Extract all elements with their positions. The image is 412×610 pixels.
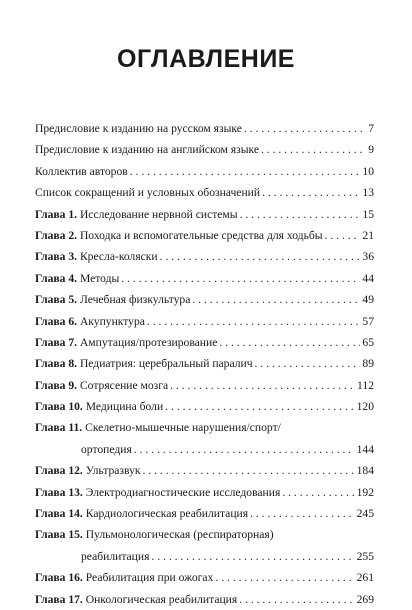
toc-chapter-number: Глава 10.	[35, 400, 83, 414]
toc-entry-title: Электродиагностические исследования	[85, 485, 281, 499]
toc-page-number: 10	[362, 164, 374, 178]
toc-chapter-number: Глава 12.	[35, 464, 83, 478]
dot-leader	[244, 118, 366, 139]
toc-page-number: 245	[356, 507, 374, 521]
toc-entry	[35, 482, 374, 503]
toc-entry	[35, 289, 374, 310]
toc-chapter-number: Глава 8.	[35, 357, 78, 371]
toc-entry-title: Список сокращений и условных обозначений	[35, 186, 261, 200]
toc-entry	[35, 503, 374, 524]
toc-page-number: 120	[356, 400, 374, 414]
dot-leader	[192, 289, 360, 310]
toc-entry	[35, 225, 374, 246]
toc-chapter-number: Глава 2.	[35, 228, 78, 242]
toc-entry	[35, 524, 374, 567]
toc-entry-title: Походка и вспомогательные средства для ходьбы	[79, 228, 323, 242]
dot-leader	[134, 439, 355, 460]
toc-entry	[35, 417, 374, 460]
toc-chapter-number: Глава 11.	[35, 421, 83, 435]
toc-chapter-number: Глава 13.	[35, 485, 83, 499]
toc-entry-title-continued: ортопедия	[81, 442, 132, 456]
toc-page-number: 192	[356, 485, 374, 499]
toc-entry-title: Скелетно-мышечные нарушения/спорт/	[85, 421, 281, 435]
toc-entry	[35, 460, 374, 481]
toc-page-number: 49	[362, 293, 374, 307]
toc-page-number: 36	[362, 250, 374, 264]
toc-entry	[35, 204, 374, 225]
toc-chapter-number: Глава 6.	[35, 314, 78, 328]
toc-chapter-number: Глава 14.	[35, 507, 83, 521]
dot-leader	[240, 204, 361, 225]
toc-chapter-number: Глава 7.	[35, 335, 78, 349]
toc-chapter-number: Глава 3.	[35, 250, 78, 264]
toc-entry-title: Акупунктура	[79, 314, 145, 328]
toc-chapter-number: Глава 1.	[35, 207, 78, 221]
page-title: ОГЛАВЛЕНИЕ	[117, 45, 295, 73]
toc-chapter-number: Глава 4.	[35, 271, 78, 285]
toc-chapter-number: Глава 9.	[35, 378, 78, 392]
toc-page-number: 261	[356, 571, 374, 585]
toc-entry-title: Кардиологическая реабилитация	[85, 507, 249, 521]
toc-chapter-number: Глава 5.	[35, 293, 78, 307]
dot-leader	[262, 182, 360, 203]
toc-page-number: 184	[356, 464, 374, 478]
toc-entry-title: Лечебная физкультура	[79, 293, 191, 307]
toc-page-number: 89	[362, 357, 374, 371]
toc-page-number: 269	[356, 592, 374, 606]
toc-entry	[35, 118, 374, 139]
toc-entry-title: Ультразвук	[85, 464, 141, 478]
toc-entry-title: Исследование нервной системы	[79, 207, 238, 221]
toc-entry-title: Предисловие к изданию на русском языке	[35, 122, 242, 135]
toc-entry-title: Ампутация/протезирование	[79, 335, 218, 349]
toc-page-number: 57	[362, 314, 374, 328]
dot-leader	[165, 396, 354, 417]
table-of-contents	[35, 118, 374, 610]
dot-leader	[143, 460, 355, 481]
toc-entry	[35, 396, 374, 417]
toc-entry-title: Реабилитация при ожогах	[85, 571, 214, 585]
dot-leader	[147, 311, 360, 332]
dot-leader	[239, 589, 354, 610]
dot-leader	[121, 268, 360, 289]
toc-entry	[35, 182, 374, 203]
toc-chapter-number: Глава 15.	[35, 528, 83, 542]
dot-leader	[261, 139, 366, 160]
dot-leader	[170, 375, 355, 396]
toc-chapter-number: Глава 17.	[35, 592, 83, 606]
toc-entry-title: Медицина боли	[85, 400, 164, 414]
toc-entry	[35, 268, 374, 289]
toc-entry	[35, 311, 374, 332]
toc-page-number: 112	[357, 378, 374, 392]
dot-leader	[219, 332, 360, 353]
dot-leader	[151, 546, 354, 567]
toc-entry-title: Пульмонологическая (респираторная)	[85, 528, 274, 542]
toc-entry-title-continued: реабилитация	[81, 549, 150, 563]
toc-entry	[35, 353, 374, 374]
toc-entry-title: Кресла-коляски	[79, 250, 158, 264]
toc-entry-title: Онкологическая реабилитация	[85, 592, 238, 606]
dot-leader	[130, 161, 361, 182]
toc-page-number: 21	[362, 228, 374, 242]
toc-entry	[35, 567, 374, 588]
toc-chapter-number: Глава 16.	[35, 571, 83, 585]
toc-entry	[35, 139, 374, 160]
toc-entry-title: Педиатрия: церебральный паралич	[79, 357, 253, 371]
toc-entry-title: Методы	[79, 271, 120, 285]
dot-leader	[255, 353, 361, 374]
toc-entry	[35, 589, 374, 610]
dot-leader	[325, 225, 361, 246]
toc-page-number: 65	[362, 335, 374, 349]
dot-leader	[160, 246, 361, 267]
toc-page-number: 9	[368, 143, 374, 157]
dot-leader	[282, 482, 354, 503]
toc-page-number: 13	[362, 186, 374, 200]
toc-entry-title: Сотрясение мозга	[79, 378, 169, 392]
dot-leader	[215, 567, 354, 588]
dot-leader	[250, 503, 355, 524]
toc-page-number: 44	[362, 271, 374, 285]
toc-page-number: 144	[356, 442, 374, 456]
toc-entry	[35, 161, 374, 182]
toc-entry	[35, 375, 374, 396]
toc-page-number: 7	[368, 122, 374, 135]
toc-page-number: 255	[356, 549, 374, 563]
toc-entry-title: Предисловие к изданию на английском языке	[35, 143, 259, 157]
toc-entry	[35, 332, 374, 353]
toc-entry	[35, 246, 374, 267]
toc-entry-title: Коллектив авторов	[35, 164, 128, 178]
toc-page-number: 15	[362, 207, 374, 221]
